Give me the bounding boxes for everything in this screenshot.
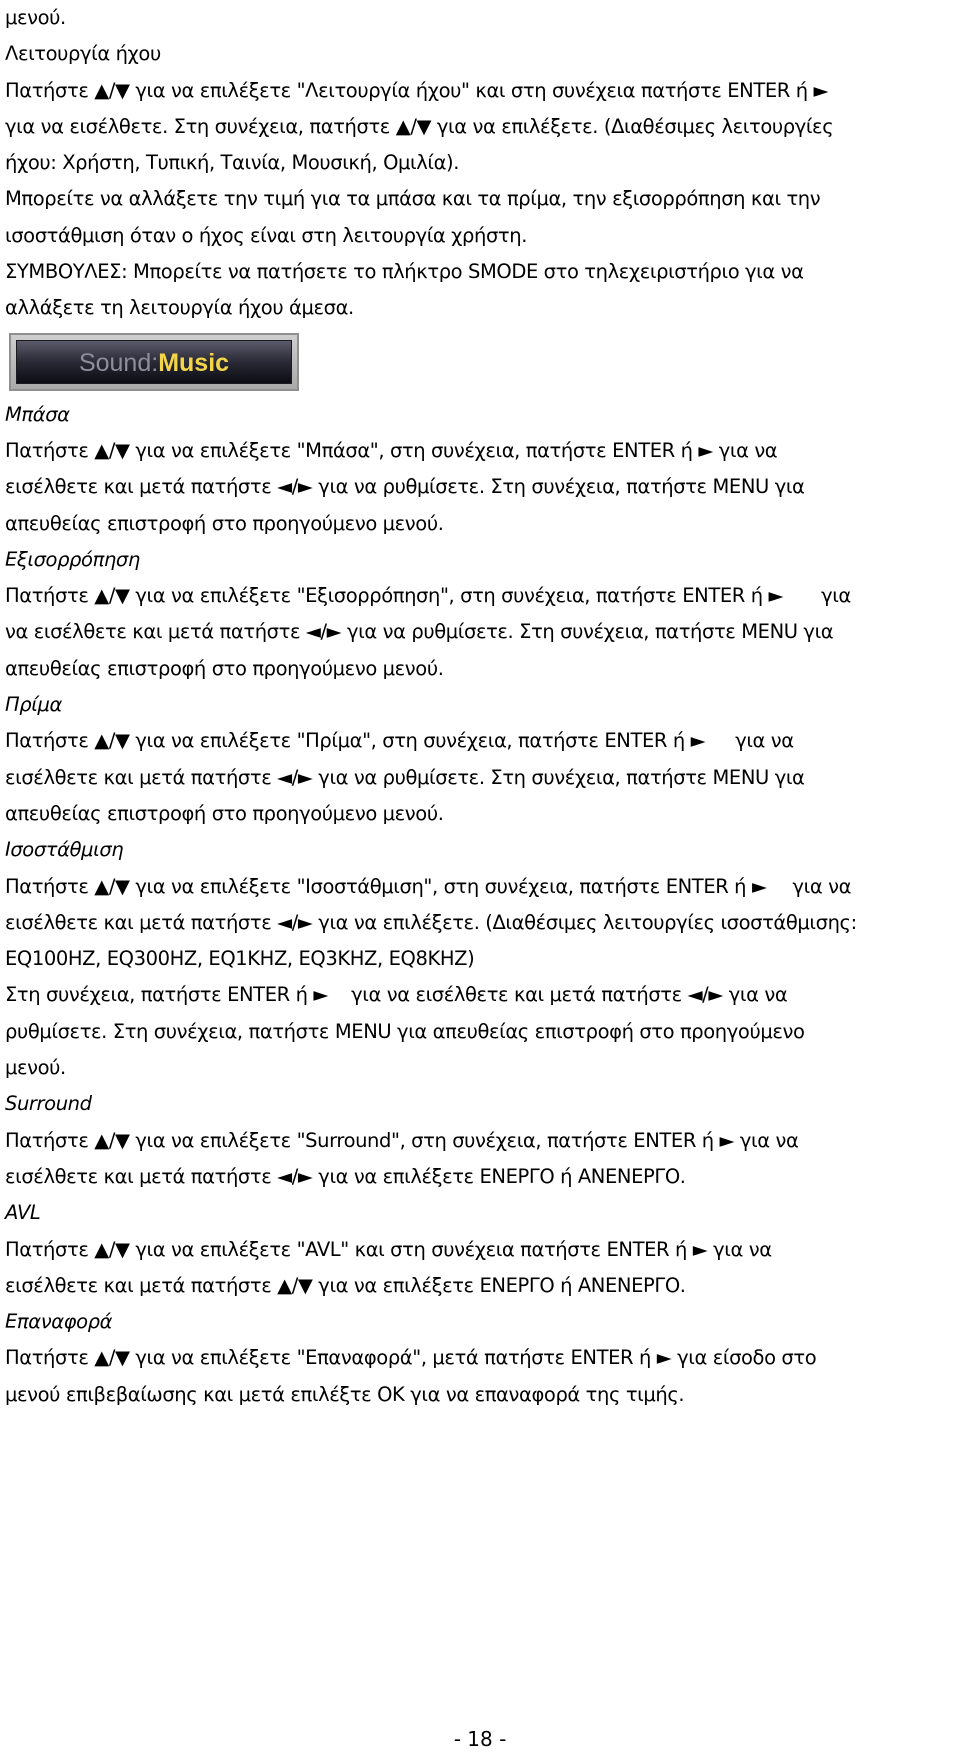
- section-heading-sound-mode: Λειτουργία ήχου: [5, 42, 161, 66]
- text-line: ήχου: Χρήστη, Τυπική, Ταινία, Μουσική, Ομιλία).: [5, 151, 460, 175]
- sound-mode-osd-frame: [9, 333, 299, 391]
- text-segment: Πατήστε ▲/▼ για να επιλέξετε "Εξισορρόπηση", στη συνέχεια, πατήστε ENTER ή ►: [5, 584, 784, 608]
- text-line: ρυθμίσετε. Στη συνέχεια, πατήστε MENU για απευθείας επιστροφή στο προηγούμενο: [5, 1019, 805, 1043]
- text-segment: Πατήστε ▲/▼ για να επιλέξετε "Πρίμα", στη συνέχεια, πατήστε ENTER ή ►: [5, 729, 706, 753]
- text-line: Πατήστε ▲/▼ για να επιλέξετε "AVL" και στη συνέχεια πατήστε ENTER ή ► για να: [5, 1237, 772, 1261]
- text-line: EQ100HZ, EQ300HZ, EQ1KHZ, EQ3KHZ, EQ8KHZ): [5, 947, 475, 971]
- text-line: να εισέλθετε και μετά πατήστε ◄/► για να ρυθμίσετε. Στη συνέχεια, πατήστε MENU για: [5, 620, 834, 644]
- text-segment: για να: [792, 874, 852, 898]
- text-line: Πατήστε ▲/▼ για να επιλέξετε "Surround", στη συνέχεια, πατήστε ENTER ή ► για να: [5, 1128, 799, 1152]
- text-line: Πατήστε ▲/▼ για να επιλέξετε "Επαναφορά", μετά πατήστε ENTER ή ► για είσοδο στο: [5, 1346, 817, 1370]
- text-line: απευθείας επιστροφή στο προηγούμενο μενού.: [5, 656, 444, 680]
- page-number: - 18 -: [453, 1727, 507, 1751]
- text-line: μενού.: [5, 6, 66, 29]
- text-line: Μπορείτε να αλλάξετε την τιμή για τα μπάσα και τα πρίμα, την εξισορρόπηση και την: [5, 187, 821, 211]
- document-body: [5, 0, 957, 1413]
- section-heading-surround: Surround: [5, 1092, 92, 1116]
- text-segment: Πατήστε ▲/▼ για να επιλέξετε "Ισοστάθμιση", στη συνέχεια, πατήστε ENTER ή ►: [5, 874, 767, 898]
- text-line: [5, 869, 957, 905]
- text-line: απευθείας επιστροφή στο προηγούμενο μενού.: [5, 801, 444, 825]
- text-line: μενού επιβεβαίωσης και μετά επιλέξτε ΟΚ για να επαναφορά της τιμής.: [5, 1382, 685, 1406]
- text-segment: για: [821, 584, 851, 608]
- text-line: [5, 723, 957, 759]
- text-segment: για να: [735, 729, 794, 753]
- text-line: εισέλθετε και μετά πατήστε ◄/► για να επιλέξετε. (Διαθέσιμες λειτουργίες ισοστάθμισης:: [5, 910, 857, 934]
- section-heading-equalizer: Ισοστάθμιση: [5, 838, 124, 862]
- text-line: εισέλθετε και μετά πατήστε ◄/► για να ρυθμίσετε. Στη συνέχεια, πατήστε MENU για: [5, 765, 805, 789]
- text-line: ΣΥΜΒΟΥΛΕΣ: Μπορείτε να πατήσετε το πλήκτρο SMODE στο τηλεχειριστήριο για να: [5, 260, 804, 284]
- sound-mode-osd-value: Music: [158, 348, 230, 377]
- section-heading-reset: Επαναφορά: [5, 1310, 113, 1334]
- text-line: για να εισέλθετε. Στη συνέχεια, πατήστε ▲/▼ για να επιλέξετε. (Διαθέσιμες λειτουργίες: [5, 114, 834, 138]
- sound-mode-osd-display: [16, 340, 292, 384]
- text-line: Πατήστε ▲/▼ για να επιλέξετε "Λειτουργία ήχου" και στη συνέχεια πατήστε ENTER ή ►: [5, 78, 829, 102]
- section-heading-avl: AVL: [5, 1201, 41, 1225]
- section-heading-treble: Πρίμα: [5, 693, 62, 717]
- text-line: εισέλθετε και μετά πατήστε ◄/► για να επιλέξετε ΕΝΕΡΓΟ ή ΑΝΕΝΕΡΓΟ.: [5, 1164, 686, 1188]
- text-line: αλλάξετε τη λειτουργία ήχου άμεσα.: [5, 296, 354, 320]
- text-line: απευθείας επιστροφή στο προηγούμενο μενού.: [5, 511, 444, 535]
- text-line: [5, 578, 957, 614]
- text-line: εισέλθετε και μετά πατήστε ▲/▼ για να επιλέξετε ΕΝΕΡΓΟ ή ΑΝΕΝΕΡΓΟ.: [5, 1273, 686, 1297]
- section-heading-bass: Μπάσα: [5, 402, 70, 426]
- text-line: μενού.: [5, 1056, 66, 1080]
- sound-mode-banner: [5, 327, 957, 397]
- text-line: εισέλθετε και μετά πατήστε ◄/► για να ρυθμίσετε. Στη συνέχεια, πατήστε MENU για: [5, 475, 805, 499]
- section-heading-balance: Εξισορρόπηση: [5, 547, 140, 571]
- text-line: Στη συνέχεια, πατήστε ENTER ή ► για να εισέλθετε και μετά πατήστε ◄/► για να: [5, 983, 788, 1007]
- text-line: ισοστάθμιση όταν ο ήχος είναι στη λειτουργία χρήστη.: [5, 223, 528, 247]
- sound-mode-osd-label: Sound:: [78, 348, 159, 377]
- text-line: Πατήστε ▲/▼ για να επιλέξετε "Μπάσα", στη συνέχεια, πατήστε ENTER ή ► για να: [5, 438, 778, 462]
